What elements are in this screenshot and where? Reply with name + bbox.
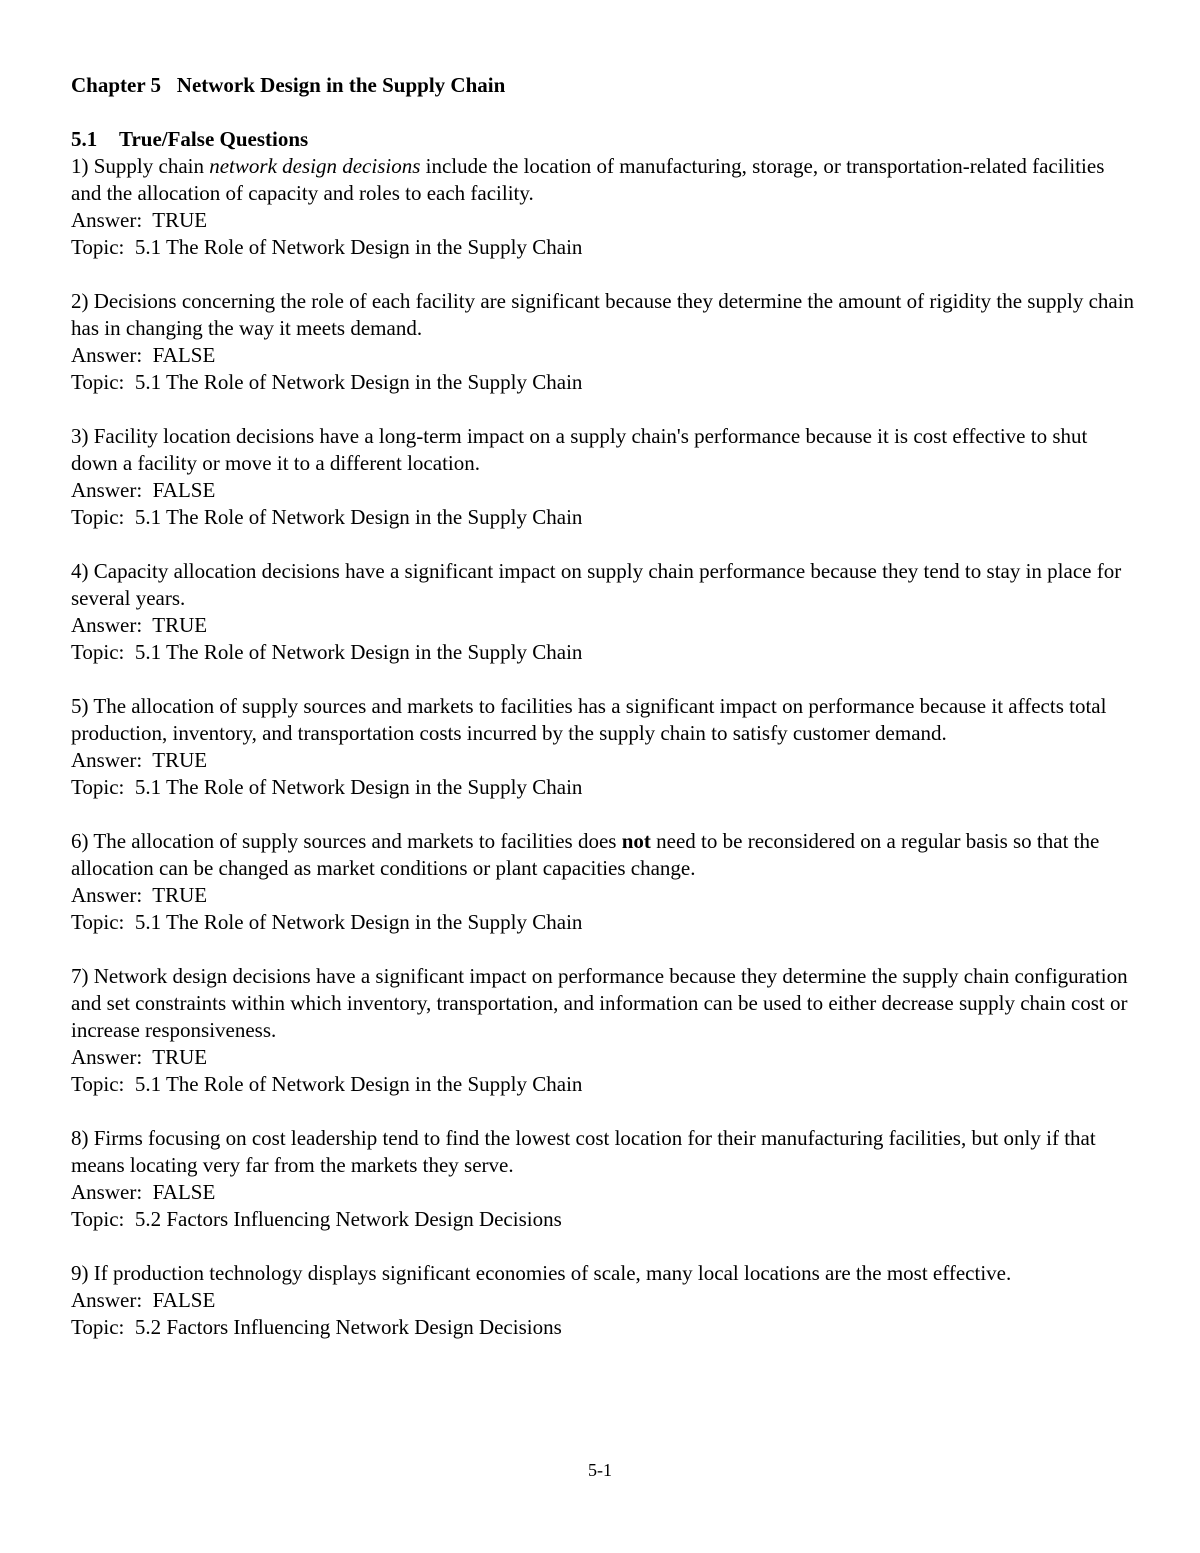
page-number: 5-1 — [588, 1460, 612, 1480]
question-text: 9) If production technology displays significant economies of scale, many local locations are the most effective. — [71, 1261, 1012, 1285]
question-text-part: 6) The allocation of supply sources and markets to facilities does — [71, 829, 622, 853]
topic: Topic: 5.2 Factors Influencing Network Design Decisions — [71, 1207, 562, 1231]
answer: Answer: TRUE — [71, 748, 208, 772]
topic: Topic: 5.1 The Role of Network Design in the Supply Chain — [71, 505, 583, 529]
answer: Answer: FALSE — [71, 343, 216, 367]
topic: Topic: 5.1 The Role of Network Design in the Supply Chain — [71, 1072, 583, 1096]
answer: Answer: TRUE — [71, 1045, 208, 1069]
question-text: 7) Network design decisions have a significant impact on performance because they determine the supply chain configuration and set constraints within which inventory, transportation, and information can be used to either decrease supply chain cost or increase responsiveness. — [71, 964, 1128, 1042]
question-9 — [71, 1260, 1136, 1341]
question-7 — [71, 963, 1136, 1098]
topic: Topic: 5.1 The Role of Network Design in the Supply Chain — [71, 370, 583, 394]
answer: Answer: TRUE — [71, 208, 208, 232]
section-title: True/False Questions — [119, 127, 309, 151]
question-5 — [71, 693, 1136, 801]
question-strong: not — [621, 829, 651, 853]
question-1 — [71, 153, 1136, 261]
topic: Topic: 5.2 Factors Influencing Network Design Decisions — [71, 1315, 562, 1339]
chapter-title: Chapter 5 Network Design in the Supply Chain — [71, 73, 506, 97]
question-text: 8) Firms focusing on cost leadership tend to find the lowest cost location for their manufacturing facilities, but only if that means locating very far from the markets they serve. — [71, 1126, 1096, 1177]
section-heading — [71, 126, 1136, 153]
answer: Answer: FALSE — [71, 478, 216, 502]
question-text: 4) Capacity allocation decisions have a significant impact on supply chain performance because they tend to stay in place for several years. — [71, 559, 1122, 610]
question-text — [71, 153, 1136, 207]
question-4 — [71, 558, 1136, 666]
topic: Topic: 5.1 The Role of Network Design in the Supply Chain — [71, 640, 583, 664]
topic: Topic: 5.1 The Role of Network Design in the Supply Chain — [71, 235, 583, 259]
answer: Answer: TRUE — [71, 883, 208, 907]
section-number: 5.1 — [71, 127, 98, 151]
topic: Topic: 5.1 The Role of Network Design in the Supply Chain — [71, 910, 583, 934]
question-text-part: include the location of manufacturing, storage, or transportation-related facilities and the allocation of capacity and roles to each facility. — [71, 154, 1105, 205]
question-text-part: need to be reconsidered on a regular basis so that the allocation can be changed as market conditions or plant capacities change. — [71, 829, 1100, 880]
answer: Answer: FALSE — [71, 1180, 216, 1204]
question-2 — [71, 288, 1136, 396]
question-text-part: 1) Supply chain — [71, 154, 210, 178]
question-6 — [71, 828, 1136, 936]
question-text: 5) The allocation of supply sources and markets to facilities has a significant impact on performance because it affects total production, inventory, and transportation costs incurred by the supply chain to satisfy customer demand. — [71, 694, 1107, 745]
question-text: 3) Facility location decisions have a long-term impact on a supply chain's performance because it is cost effective to shut down a facility or move it to a different location. — [71, 424, 1088, 475]
question-text: 2) Decisions concerning the role of each facility are significant because they determine the amount of rigidity the supply chain has in changing the way it meets demand. — [71, 289, 1135, 340]
question-3 — [71, 423, 1136, 531]
answer: Answer: TRUE — [71, 613, 208, 637]
question-8 — [71, 1125, 1136, 1233]
question-text — [71, 828, 1136, 882]
document-page — [71, 72, 1136, 1368]
question-emphasis: network design decisions — [209, 154, 421, 178]
answer: Answer: FALSE — [71, 1288, 216, 1312]
topic: Topic: 5.1 The Role of Network Design in the Supply Chain — [71, 775, 583, 799]
